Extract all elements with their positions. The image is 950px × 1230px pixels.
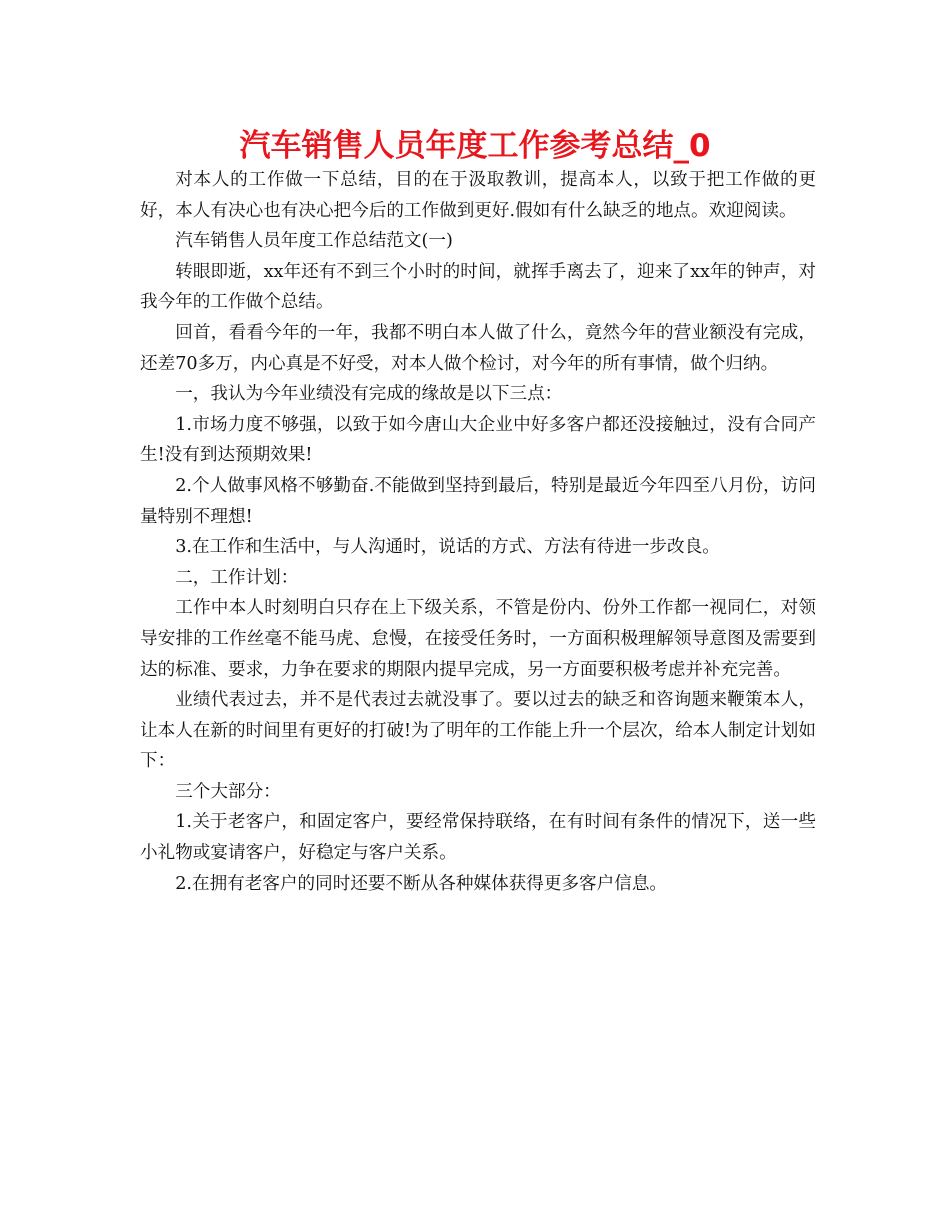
list-item: 2.个人做事风格不够勤奋.不能做到坚持到最后，特别是最近今年四至八月份，访问量特别不理想! — [140, 475, 816, 527]
document-title: 汽车销售人员年度工作参考总结_0 — [239, 128, 711, 164]
list-item: 2.在拥有老客户的同时还要不断从各种媒体获得更多客户信息。 — [175, 873, 668, 894]
list-item: 3.在工作和生活中，与人沟通时，说话的方式、方法有待进一步改良。 — [175, 537, 720, 558]
section-heading: 二，工作计划： — [175, 567, 299, 588]
document-body — [140, 165, 816, 899]
paragraph: 业绩代表过去，并不是代表过去就没事了。要以过去的缺乏和咨询题来鞭策本人，让本人在新的时间里有更好的打破!为了明年的工作能上升一个层次，给本人制定计划如下： — [140, 690, 816, 772]
list-item: 1.市场力度不够强，以致于如今唐山大企业中好多客户都还没接触过，没有合同产生!没有到达预期效果! — [140, 414, 816, 466]
paragraph: 工作中本人时刻明白只存在上下级关系，不管是份内、份外工作都一视同仁，对领导安排的工作丝毫不能马虎、怠慢，在接受任务时，一方面积极理解领导意图及需要到达的标准、要求，力争在要求的期限内提早完成，另一方面要积极考虑并补充完善。 — [140, 598, 816, 680]
list-item: 1.关于老客户，和固定客户，要经常保持联络，在有时间有条件的情况下，送一些小礼物或宴请客户，好稳定与客户关系。 — [140, 812, 816, 864]
paragraph-intro: 对本人的工作做一下总结，目的在于汲取教训，提高本人，以致于把工作做的更好，本人有决心也有决心把今后的工作做到更好.假如有什么缺乏的地点。欢迎阅读。 — [140, 170, 816, 221]
section-heading: 一，我认为今年业绩没有完成的缘故是以下三点： — [175, 384, 563, 405]
paragraph: 转眼即逝，xx年还有不到三个小时的时间，就挥手离去了，迎来了xx年的钟声，对我今年的工作做个总结。 — [140, 261, 816, 313]
paragraph: 回首，看看今年的一年，我都不明白本人做了什么，竟然今年的营业额没有完成，还差70多万，内心真是不好受，对本人做个检讨，对今年的所有事情，做个归纳。 — [140, 322, 816, 374]
section-heading: 三个大部分： — [175, 781, 281, 802]
paragraph-subtitle: 汽车销售人员年度工作总结范文(一) — [175, 231, 453, 252]
